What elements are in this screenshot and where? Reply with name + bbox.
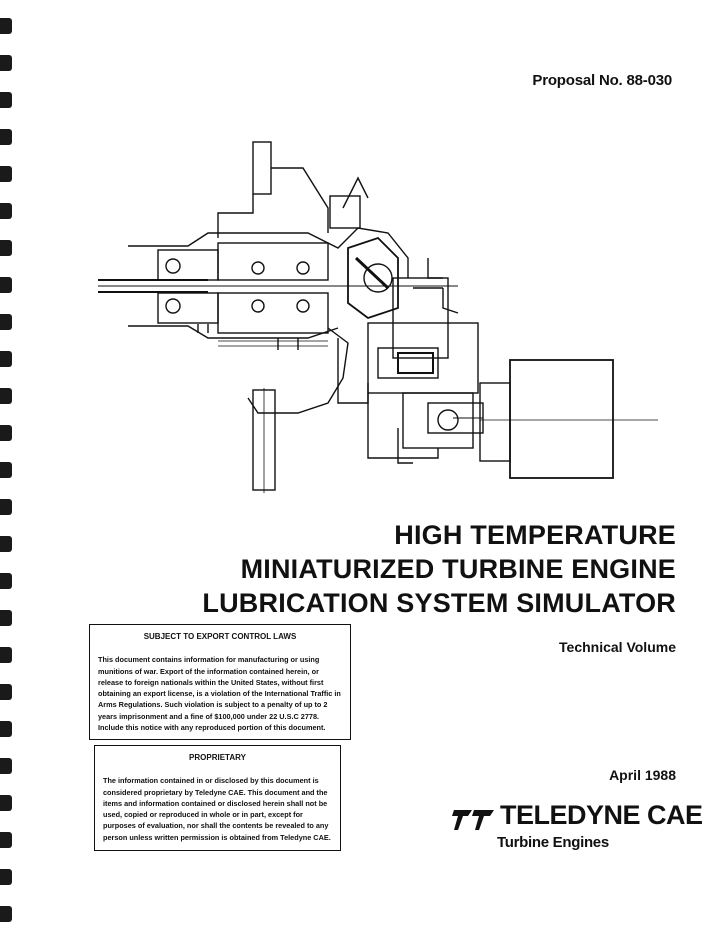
document-date: April 1988 bbox=[609, 767, 676, 783]
spiral-binding bbox=[0, 0, 22, 933]
turbine-engine-cross-section-drawing bbox=[98, 138, 678, 498]
title-line-3: LUBRICATION SYSTEM SIMULATOR bbox=[202, 588, 676, 618]
export-notice-body: This document contains information for manufacturing or using munitions of war. Export of the information contained herein, or release to foreign nationals within the United States, without first obtaining an export license, is a violation of the International Traffic in Arms Regulations. Such violation is subject to a penalty of up to 2 years imprisonment and a fine of $100,000 under 22 U.S.C 2778. Include this notice with any reproduced portion of this document. bbox=[98, 655, 341, 733]
export-control-notice bbox=[89, 624, 351, 740]
proprietary-notice bbox=[94, 745, 341, 851]
proprietary-notice-heading: PROPRIETARY bbox=[189, 753, 246, 762]
export-notice-heading: SUBJECT TO EXPORT CONTROL LAWS bbox=[143, 632, 297, 641]
proposal-number: Proposal No. 88-030 bbox=[532, 72, 672, 89]
proprietary-notice-body: The information contained in or disclosed by this document is considered proprietary by Teledyne CAE. This document and the items and information contained or disclosed herein shall not be used, copied or reproduced in whole or in part, except for purposes of evaluation, nor shall the contents be revealed to any person unless written permission is obtained from Teledyne CAE. bbox=[103, 776, 331, 842]
logo-brand: TELEDYNE CAE bbox=[500, 800, 703, 830]
volume-label: Technical Volume bbox=[559, 639, 676, 655]
teledyne-logo bbox=[452, 800, 703, 860]
document-title bbox=[202, 518, 676, 620]
teledyne-logo-icon bbox=[452, 806, 496, 832]
title-line-2: MINIATURIZED TURBINE ENGINE bbox=[240, 554, 676, 584]
logo-division: Turbine Engines bbox=[497, 834, 609, 851]
title-line-1: HIGH TEMPERATURE bbox=[394, 520, 676, 550]
